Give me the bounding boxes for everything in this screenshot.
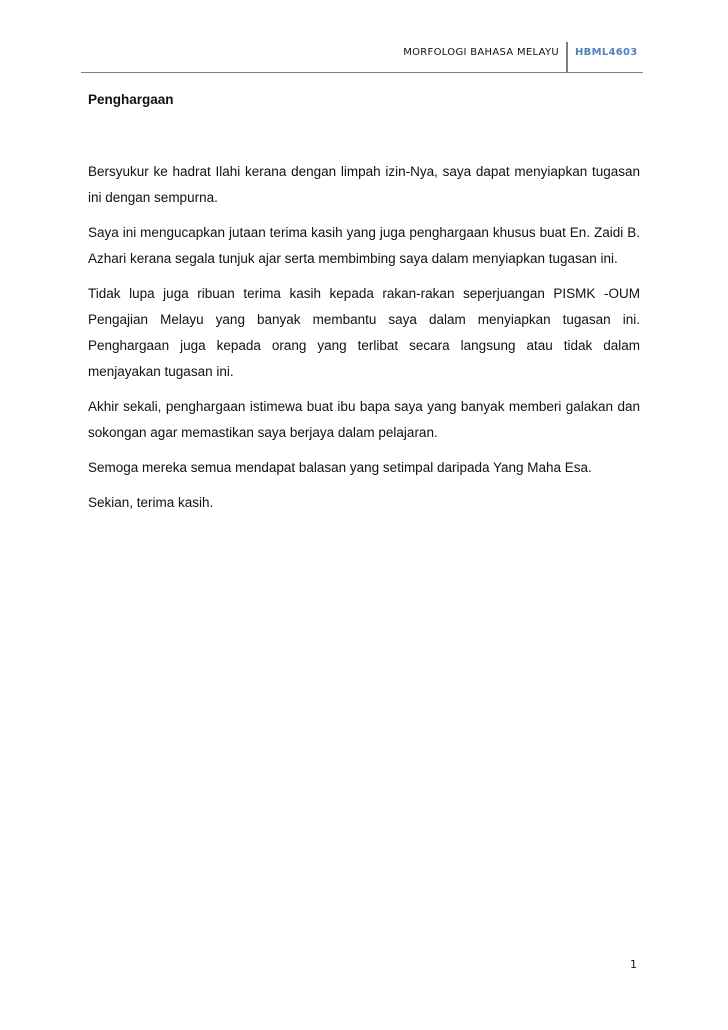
paragraph: Saya ini mengucapkan jutaan terima kasih yang juga penghargaan khusus buat En. Zaidi B. Azhari kerana segala tunjuk ajar serta membimbing saya dalam menyiapkan tugasan ini. [88,225,640,266]
header-course-title: MORFOLOGI BAHASA MELAYU [403,47,559,58]
paragraph: Sekian, terima kasih. [88,495,214,510]
paragraph: Tidak lupa juga ribuan terima kasih kepada rakan-rakan seperjuangan PISMK -OUM Pengajian Melayu yang banyak membantu saya dalam menyiapkan tugasan ini. Penghargaan juga kepada orang yang terlibat secara langsung atau tidak dalam menjayakan tugasan ini. [88,286,640,379]
section-heading: Penghargaan [88,92,174,107]
header-course-code: HBML4603 [575,47,638,58]
document-body [88,90,640,525]
paragraph: Semoga mereka semua mendapat balasan yang setimpal daripada Yang Maha Esa. [88,460,592,475]
paragraph: Akhir sekali, penghargaan istimewa buat ibu bapa saya yang banyak memberi galakan dan sokongan agar memastikan saya berjaya dalam pelajaran. [88,399,640,440]
page-header [81,42,643,72]
paragraph: Bersyukur ke hadrat Ilahi kerana dengan limpah izin-Nya, saya dapat menyiapkan tugasan ini dengan sempurna. [88,164,640,205]
page-number: 1 [630,958,637,971]
header-rule [81,72,643,73]
header-divider [566,42,568,72]
